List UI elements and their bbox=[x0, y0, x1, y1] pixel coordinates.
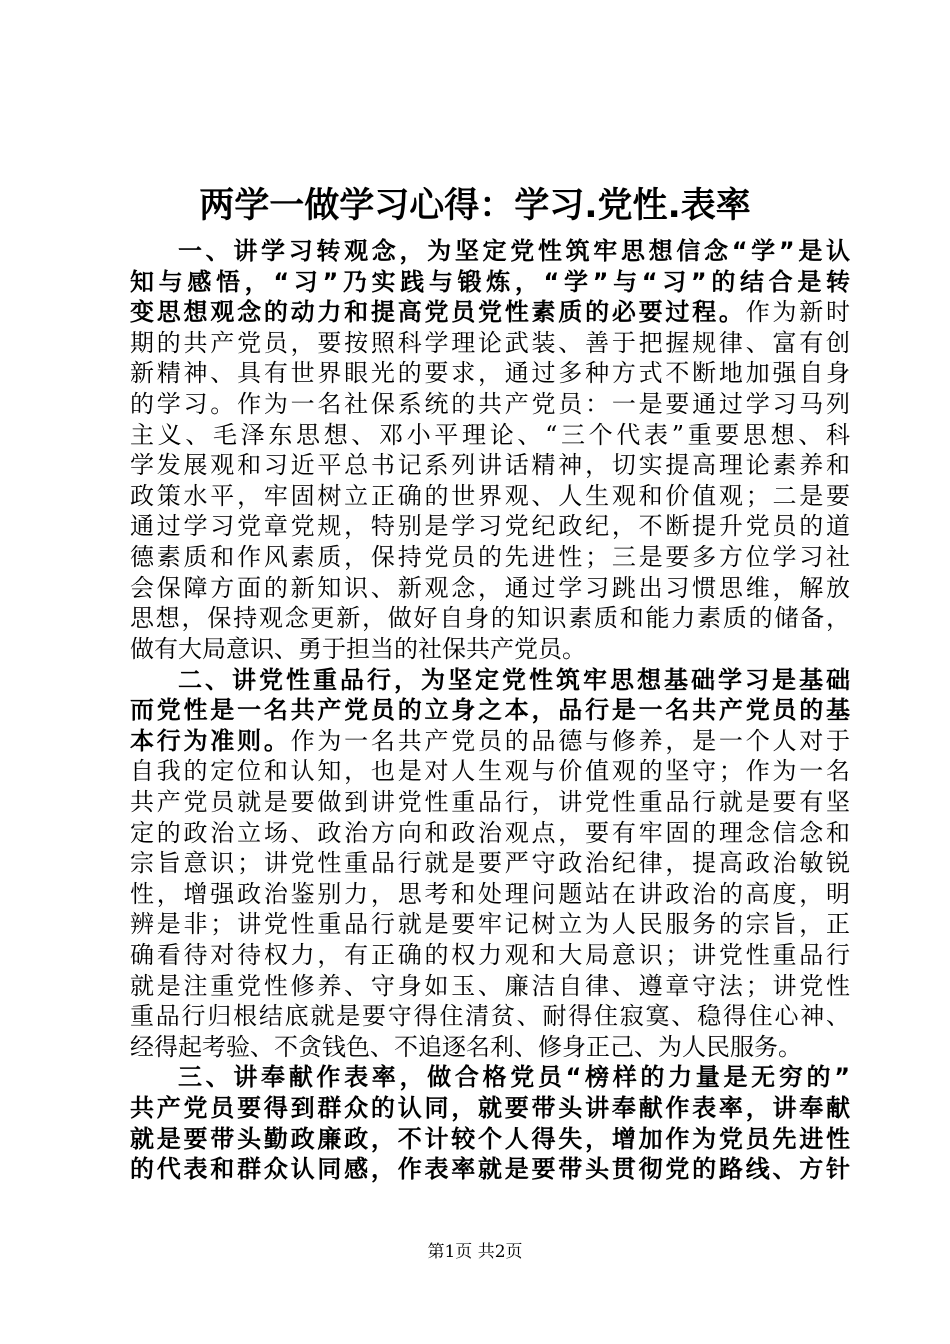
body-text: 的学习。作为一名社保系统的共产党员：一是要通过学习马列 bbox=[130, 390, 850, 419]
text-line bbox=[130, 1124, 850, 1155]
body-text: 性，增强政治鉴别力，思考和处理问题站在讲政治的高度，明 bbox=[130, 879, 850, 908]
document-body bbox=[130, 236, 850, 1185]
text-line bbox=[130, 909, 850, 940]
body-text: 学发展观和习近平总书记系列讲话精神，切实提高理论素养和 bbox=[130, 451, 850, 480]
body-text: 期的共产党员，要按照科学理论武装、善于把握规律、富有创 bbox=[130, 328, 850, 357]
body-text: 宗旨意识；讲党性重品行就是要严守政治纪律，提高政治敏锐 bbox=[130, 849, 850, 878]
text-line bbox=[130, 665, 850, 696]
text-line bbox=[130, 389, 850, 420]
body-text: 通过学习党章党规，特别是学习党纪政纪，不断提升党员的道 bbox=[130, 512, 850, 541]
bold-text: 知与感悟，“习”乃实践与锻炼，“学”与“习”的结合是转 bbox=[130, 267, 850, 296]
body-text: 德素质和作风素质，保持党员的先进性；三是要多方位学习社 bbox=[130, 543, 850, 572]
body-text: 新精神、具有世界眼光的要求，通过多种方式不断地加强自身 bbox=[130, 359, 850, 388]
text-line bbox=[130, 358, 850, 389]
text-line bbox=[130, 726, 850, 757]
text-line bbox=[130, 1032, 850, 1063]
bold-text: 而党性是一名共产党员的立身之本，品行是一名共产党员的基 bbox=[130, 696, 850, 725]
text-line bbox=[130, 1093, 850, 1124]
bold-text: 共产党员要得到群众的认同，就要带头讲奉献作表率，讲奉献 bbox=[130, 1094, 850, 1123]
body-text: 作为一名共产党员的品德与修养，是一个人对于 bbox=[290, 726, 851, 755]
body-text: 共产党员就是要做到讲党性重品行，讲党性重品行就是要有坚 bbox=[130, 787, 850, 816]
text-line bbox=[130, 1062, 850, 1093]
text-line bbox=[130, 1001, 850, 1032]
bold-text: 一、讲学习转观念，为坚定党性筑牢思想信念“学”是认 bbox=[178, 237, 850, 265]
text-line bbox=[130, 603, 850, 634]
text-line bbox=[130, 879, 850, 910]
body-text: 政策水平，牢固树立正确的世界观、人生观和价值观；二是要 bbox=[130, 481, 850, 510]
text-line bbox=[130, 634, 850, 665]
body-text: 经得起考验、不贪钱色、不追逐名利、修身正己、为人民服务。 bbox=[130, 1032, 802, 1061]
bold-text: 的代表和群众认同感，作表率就是要带头贯彻党的路线、方针 bbox=[130, 1155, 850, 1184]
body-text: 确看待对待权力，有正确的权力观和大局意识；讲党性重品行 bbox=[130, 941, 850, 970]
text-line bbox=[130, 787, 850, 818]
text-line bbox=[130, 481, 850, 512]
text-line bbox=[130, 297, 850, 328]
text-line bbox=[130, 511, 850, 542]
body-text: 会保障方面的新知识、新观念，通过学习跳出习惯思维，解放 bbox=[130, 573, 850, 602]
text-line bbox=[130, 267, 850, 298]
document-title: 两学一做学习心得：学习.党性.表率 bbox=[199, 186, 751, 226]
body-text: 重品行归根结底就是要守得住清贫、耐得住寂寞、稳得住心神、 bbox=[130, 1002, 850, 1031]
body-text: 定的政治立场、政治方向和政治观点，要有牢固的理念信念和 bbox=[130, 818, 850, 847]
text-line bbox=[130, 1154, 850, 1185]
text-line bbox=[130, 818, 850, 849]
body-text: 主义、毛泽东思想、邓小平理论、“三个代表”重要思想、科 bbox=[130, 420, 850, 449]
text-line bbox=[130, 940, 850, 971]
bold-text: 三、讲奉献作表率，做合格党员“榜样的力量是无穷的” bbox=[178, 1063, 850, 1092]
body-text: 做有大局意识、勇于担当的社保共产党员。 bbox=[130, 634, 586, 663]
text-line bbox=[130, 848, 850, 879]
body-text: 就是注重党性修养、守身如玉、廉洁自律、遵章守法；讲党性 bbox=[130, 971, 850, 1000]
bold-text: 就是要带头勤政廉政，不计较个人得失，增加作为党员先进性 bbox=[130, 1124, 850, 1153]
bold-text: 本行为准则。 bbox=[130, 726, 291, 755]
body-text: 作为新时 bbox=[745, 298, 851, 327]
text-line bbox=[130, 542, 850, 573]
bold-text: 二、讲党性重品行，为坚定党性筑牢思想基础学习是基础 bbox=[178, 665, 850, 694]
text-line bbox=[130, 756, 850, 787]
text-line bbox=[130, 450, 850, 481]
bold-text: 变思想观念的动力和提高党员党性素质的必要过程。 bbox=[130, 298, 746, 327]
text-line bbox=[130, 328, 850, 359]
body-text: 思想，保持观念更新，做好自身的知识素质和能力素质的储备， bbox=[130, 604, 850, 633]
text-line bbox=[130, 420, 850, 451]
text-line bbox=[130, 573, 850, 604]
text-line bbox=[130, 236, 850, 267]
body-text: 自我的定位和认知，也是对人生观与价值观的坚守；作为一名 bbox=[130, 757, 850, 786]
body-text: 辨是非；讲党性重品行就是要牢记树立为人民服务的宗旨，正 bbox=[130, 910, 850, 939]
text-line bbox=[130, 971, 850, 1002]
page-footer: 第1页 共2页 bbox=[427, 1242, 523, 1262]
text-line bbox=[130, 695, 850, 726]
